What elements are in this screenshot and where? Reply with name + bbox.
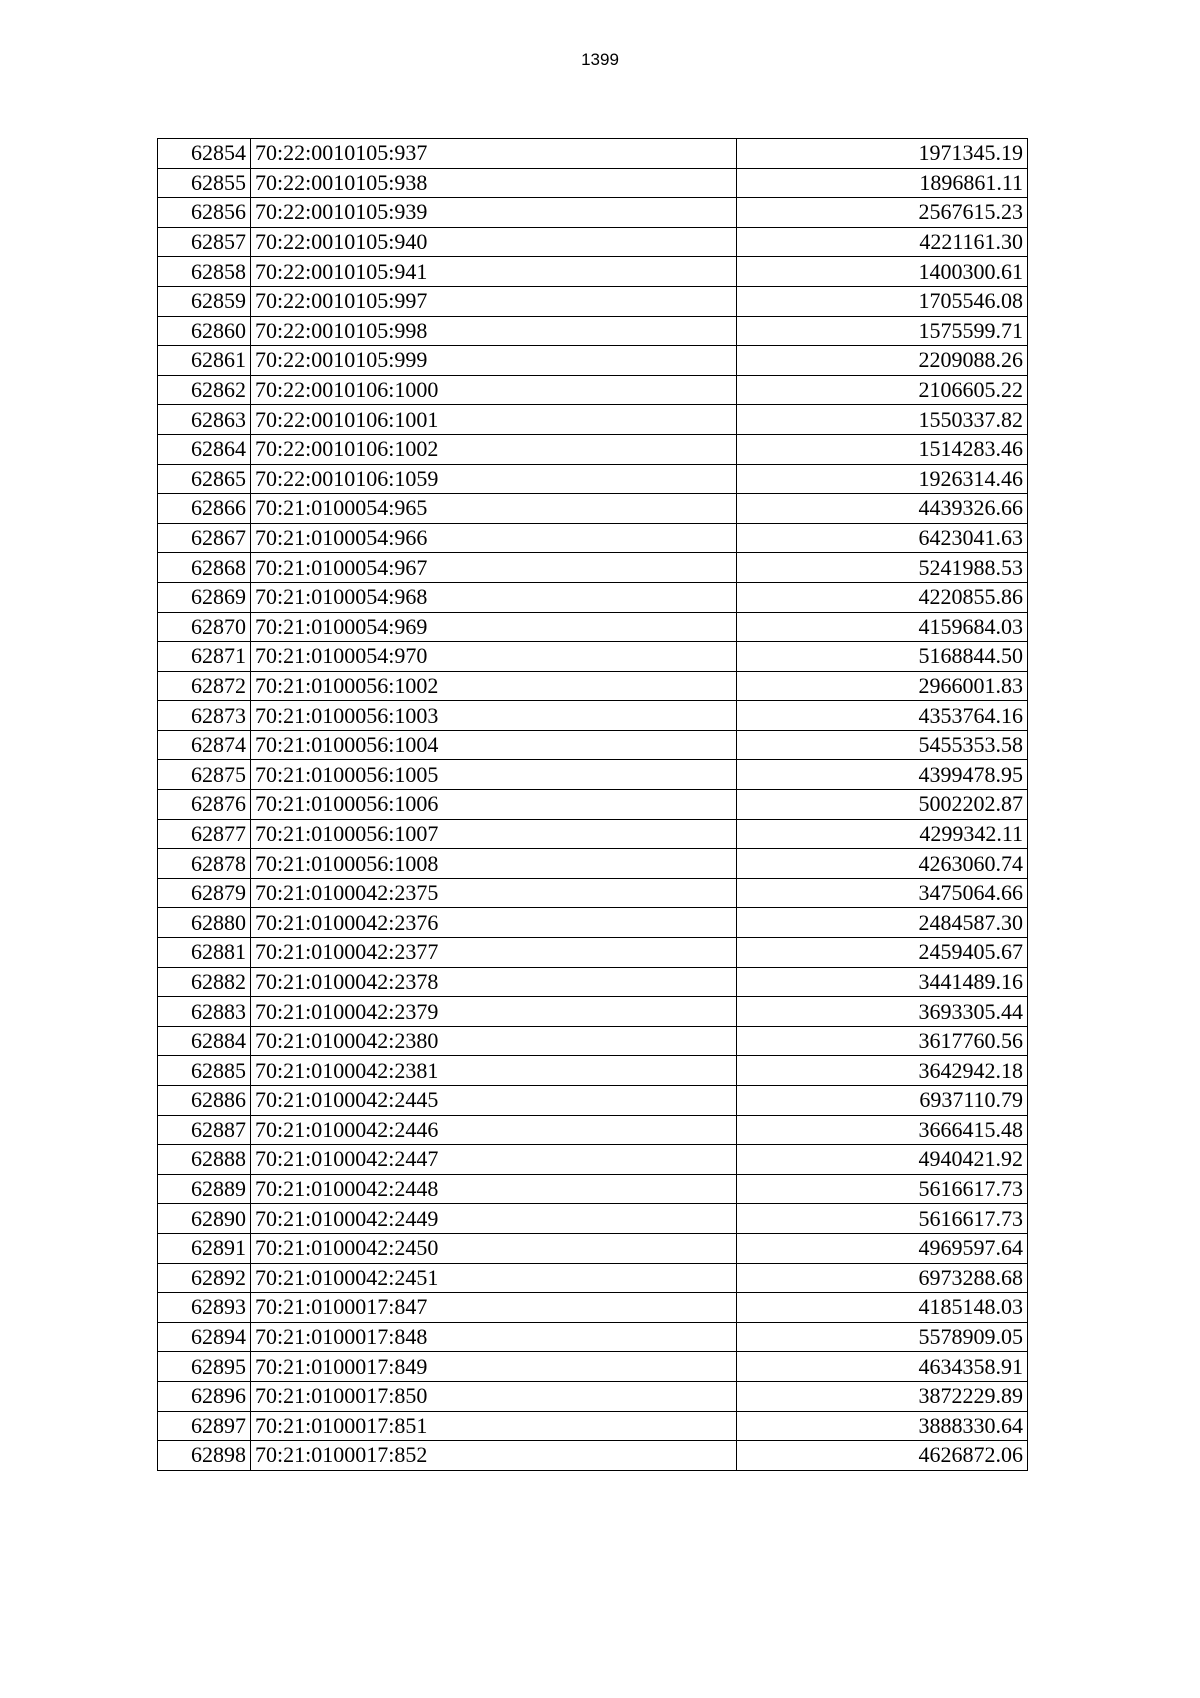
cadastral-number-cell: 70:21:0100054:965 [251,494,737,524]
cadastral-value-cell: 5578909.05 [737,1322,1028,1352]
row-number-cell: 62898 [158,1441,251,1471]
row-number-cell: 62894 [158,1322,251,1352]
row-number-cell: 62890 [158,1204,251,1234]
row-number-cell: 62868 [158,553,251,583]
table-row [158,938,1028,968]
cadastral-number-cell: 70:21:0100042:2381 [251,1056,737,1086]
cadastral-value-cell: 4299342.11 [737,819,1028,849]
cadastral-value-cell: 2209088.26 [737,346,1028,376]
cadastral-value-cell: 1514283.46 [737,434,1028,464]
cadastral-value-cell: 2567615.23 [737,198,1028,228]
table-row [158,553,1028,583]
row-number-cell: 62867 [158,523,251,553]
row-number-cell: 62897 [158,1411,251,1441]
cadastral-value-cell: 5241988.53 [737,553,1028,583]
cadastral-value-cell: 2966001.83 [737,671,1028,701]
cadastral-number-cell: 70:21:0100042:2378 [251,967,737,997]
cadastral-number-cell: 70:22:0010106:1000 [251,375,737,405]
cadastral-number-cell: 70:22:0010106:1001 [251,405,737,435]
table-row [158,1145,1028,1175]
cadastral-value-cell: 1705546.08 [737,286,1028,316]
cadastral-number-cell: 70:22:0010105:937 [251,139,737,169]
cadastral-value-cell: 1575599.71 [737,316,1028,346]
table-row [158,967,1028,997]
cadastral-number-cell: 70:22:0010106:1002 [251,434,737,464]
cadastral-value-cell: 4263060.74 [737,849,1028,879]
cadastral-number-cell: 70:21:0100042:2446 [251,1115,737,1145]
cadastral-value-cell: 2484587.30 [737,908,1028,938]
table-row [158,316,1028,346]
cadastral-value-cell: 3617760.56 [737,1026,1028,1056]
cadastral-value-table [157,138,1028,1471]
cadastral-value-cell: 1971345.19 [737,139,1028,169]
cadastral-number-cell: 70:21:0100056:1002 [251,671,737,701]
row-number-cell: 62874 [158,730,251,760]
cadastral-value-cell: 4399478.95 [737,760,1028,790]
row-number-cell: 62866 [158,494,251,524]
cadastral-number-cell: 70:21:0100042:2450 [251,1233,737,1263]
row-number-cell: 62870 [158,612,251,642]
table-row [158,1322,1028,1352]
cadastral-number-cell: 70:21:0100056:1007 [251,819,737,849]
row-number-cell: 62880 [158,908,251,938]
row-number-cell: 62864 [158,434,251,464]
table-row [158,375,1028,405]
cadastral-number-cell: 70:21:0100042:2451 [251,1263,737,1293]
table-row [158,908,1028,938]
row-number-cell: 62895 [158,1352,251,1382]
table-row [158,1115,1028,1145]
cadastral-value-cell: 4185148.03 [737,1293,1028,1323]
row-number-cell: 62861 [158,346,251,376]
cadastral-value-cell: 4969597.64 [737,1233,1028,1263]
table-row [158,198,1028,228]
row-number-cell: 62854 [158,139,251,169]
cadastral-value-cell: 5168844.50 [737,642,1028,672]
cadastral-value-cell: 5002202.87 [737,790,1028,820]
row-number-cell: 62881 [158,938,251,968]
table-row [158,346,1028,376]
row-number-cell: 62876 [158,790,251,820]
table-row [158,434,1028,464]
cadastral-value-cell: 3666415.48 [737,1115,1028,1145]
row-number-cell: 62856 [158,198,251,228]
row-number-cell: 62859 [158,286,251,316]
cadastral-value-cell: 3642942.18 [737,1056,1028,1086]
table-row [158,849,1028,879]
table-row [158,671,1028,701]
table-row [158,1293,1028,1323]
table-row [158,1411,1028,1441]
cadastral-value-cell: 4221161.30 [737,227,1028,257]
row-number-cell: 62886 [158,1086,251,1116]
cadastral-number-cell: 70:22:0010105:997 [251,286,737,316]
cadastral-number-cell: 70:21:0100056:1003 [251,701,737,731]
table-row [158,1204,1028,1234]
cadastral-number-cell: 70:22:0010106:1059 [251,464,737,494]
cadastral-number-cell: 70:21:0100054:969 [251,612,737,642]
row-number-cell: 62875 [158,760,251,790]
cadastral-number-cell: 70:21:0100042:2376 [251,908,737,938]
cadastral-value-cell: 6973288.68 [737,1263,1028,1293]
table-row [158,612,1028,642]
cadastral-number-cell: 70:21:0100042:2445 [251,1086,737,1116]
table-row [158,1352,1028,1382]
table-row [158,1056,1028,1086]
row-number-cell: 62891 [158,1233,251,1263]
table-row [158,405,1028,435]
row-number-cell: 62884 [158,1026,251,1056]
row-number-cell: 62871 [158,642,251,672]
cadastral-number-cell: 70:21:0100042:2448 [251,1174,737,1204]
row-number-cell: 62888 [158,1145,251,1175]
table-row [158,1174,1028,1204]
table-row [158,1381,1028,1411]
cadastral-value-cell: 4439326.66 [737,494,1028,524]
cadastral-number-cell: 70:21:0100042:2447 [251,1145,737,1175]
cadastral-number-cell: 70:21:0100017:851 [251,1411,737,1441]
cadastral-number-cell: 70:21:0100054:967 [251,553,737,583]
cadastral-number-cell: 70:21:0100042:2379 [251,997,737,1027]
cadastral-number-cell: 70:21:0100017:849 [251,1352,737,1382]
cadastral-value-cell: 4634358.91 [737,1352,1028,1382]
cadastral-value-cell: 2459405.67 [737,938,1028,968]
table-row [158,701,1028,731]
cadastral-value-cell: 4220855.86 [737,582,1028,612]
cadastral-value-cell: 2106605.22 [737,375,1028,405]
cadastral-value-cell: 6937110.79 [737,1086,1028,1116]
row-number-cell: 62862 [158,375,251,405]
cadastral-value-cell: 5616617.73 [737,1174,1028,1204]
table-row [158,494,1028,524]
cadastral-value-cell: 5616617.73 [737,1204,1028,1234]
cadastral-value-cell: 1550337.82 [737,405,1028,435]
cadastral-number-cell: 70:21:0100042:2449 [251,1204,737,1234]
cadastral-number-cell: 70:22:0010105:939 [251,198,737,228]
cadastral-number-cell: 70:22:0010105:999 [251,346,737,376]
row-number-cell: 62858 [158,257,251,287]
row-number-cell: 62869 [158,582,251,612]
row-number-cell: 62860 [158,316,251,346]
table-row [158,139,1028,169]
table-row [158,464,1028,494]
cadastral-value-cell: 3888330.64 [737,1411,1028,1441]
table-row [158,878,1028,908]
cadastral-value-cell: 4159684.03 [737,612,1028,642]
cadastral-number-cell: 70:22:0010105:941 [251,257,737,287]
row-number-cell: 62885 [158,1056,251,1086]
row-number-cell: 62882 [158,967,251,997]
cadastral-number-cell: 70:21:0100042:2377 [251,938,737,968]
row-number-cell: 62857 [158,227,251,257]
row-number-cell: 62879 [158,878,251,908]
cadastral-number-cell: 70:21:0100017:847 [251,1293,737,1323]
row-number-cell: 62855 [158,168,251,198]
row-number-cell: 62892 [158,1263,251,1293]
table-row [158,582,1028,612]
row-number-cell: 62883 [158,997,251,1027]
row-number-cell: 62887 [158,1115,251,1145]
cadastral-number-cell: 70:21:0100017:850 [251,1381,737,1411]
row-number-cell: 62872 [158,671,251,701]
cadastral-value-cell: 4626872.06 [737,1441,1028,1471]
table-row [158,819,1028,849]
table-row [158,168,1028,198]
cadastral-value-cell: 1896861.11 [737,168,1028,198]
table-row [158,1441,1028,1471]
row-number-cell: 62896 [158,1381,251,1411]
cadastral-number-cell: 70:21:0100056:1008 [251,849,737,879]
cadastral-value-cell: 1400300.61 [737,257,1028,287]
table-row [158,1233,1028,1263]
cadastral-number-cell: 70:21:0100056:1006 [251,790,737,820]
cadastral-value-cell: 3693305.44 [737,997,1028,1027]
table-row [158,760,1028,790]
cadastral-number-cell: 70:21:0100056:1005 [251,760,737,790]
cadastral-value-cell: 4940421.92 [737,1145,1028,1175]
table-row [158,1086,1028,1116]
cadastral-number-cell: 70:21:0100017:848 [251,1322,737,1352]
cadastral-number-cell: 70:22:0010105:998 [251,316,737,346]
table-row [158,227,1028,257]
cadastral-number-cell: 70:21:0100056:1004 [251,730,737,760]
cadastral-number-cell: 70:21:0100042:2380 [251,1026,737,1056]
row-number-cell: 62865 [158,464,251,494]
table-body [158,139,1028,1471]
row-number-cell: 62873 [158,701,251,731]
cadastral-number-cell: 70:21:0100054:968 [251,582,737,612]
row-number-cell: 62877 [158,819,251,849]
table-row [158,730,1028,760]
table-row [158,642,1028,672]
table-row [158,523,1028,553]
cadastral-value-cell: 5455353.58 [737,730,1028,760]
cadastral-value-cell: 1926314.46 [737,464,1028,494]
cadastral-number-cell: 70:22:0010105:938 [251,168,737,198]
row-number-cell: 62893 [158,1293,251,1323]
table-row [158,1026,1028,1056]
row-number-cell: 62878 [158,849,251,879]
cadastral-value-cell: 6423041.63 [737,523,1028,553]
cadastral-value-cell: 3475064.66 [737,878,1028,908]
cadastral-number-cell: 70:22:0010105:940 [251,227,737,257]
table-row [158,997,1028,1027]
table-row [158,1263,1028,1293]
row-number-cell: 62863 [158,405,251,435]
table-row [158,790,1028,820]
row-number-cell: 62889 [158,1174,251,1204]
table-row [158,286,1028,316]
cadastral-value-cell: 3872229.89 [737,1381,1028,1411]
cadastral-number-cell: 70:21:0100017:852 [251,1441,737,1471]
table-row [158,257,1028,287]
cadastral-number-cell: 70:21:0100042:2375 [251,878,737,908]
cadastral-number-cell: 70:21:0100054:966 [251,523,737,553]
cadastral-value-cell: 3441489.16 [737,967,1028,997]
cadastral-number-cell: 70:21:0100054:970 [251,642,737,672]
page-number: 1399 [581,50,619,69]
cadastral-value-cell: 4353764.16 [737,701,1028,731]
